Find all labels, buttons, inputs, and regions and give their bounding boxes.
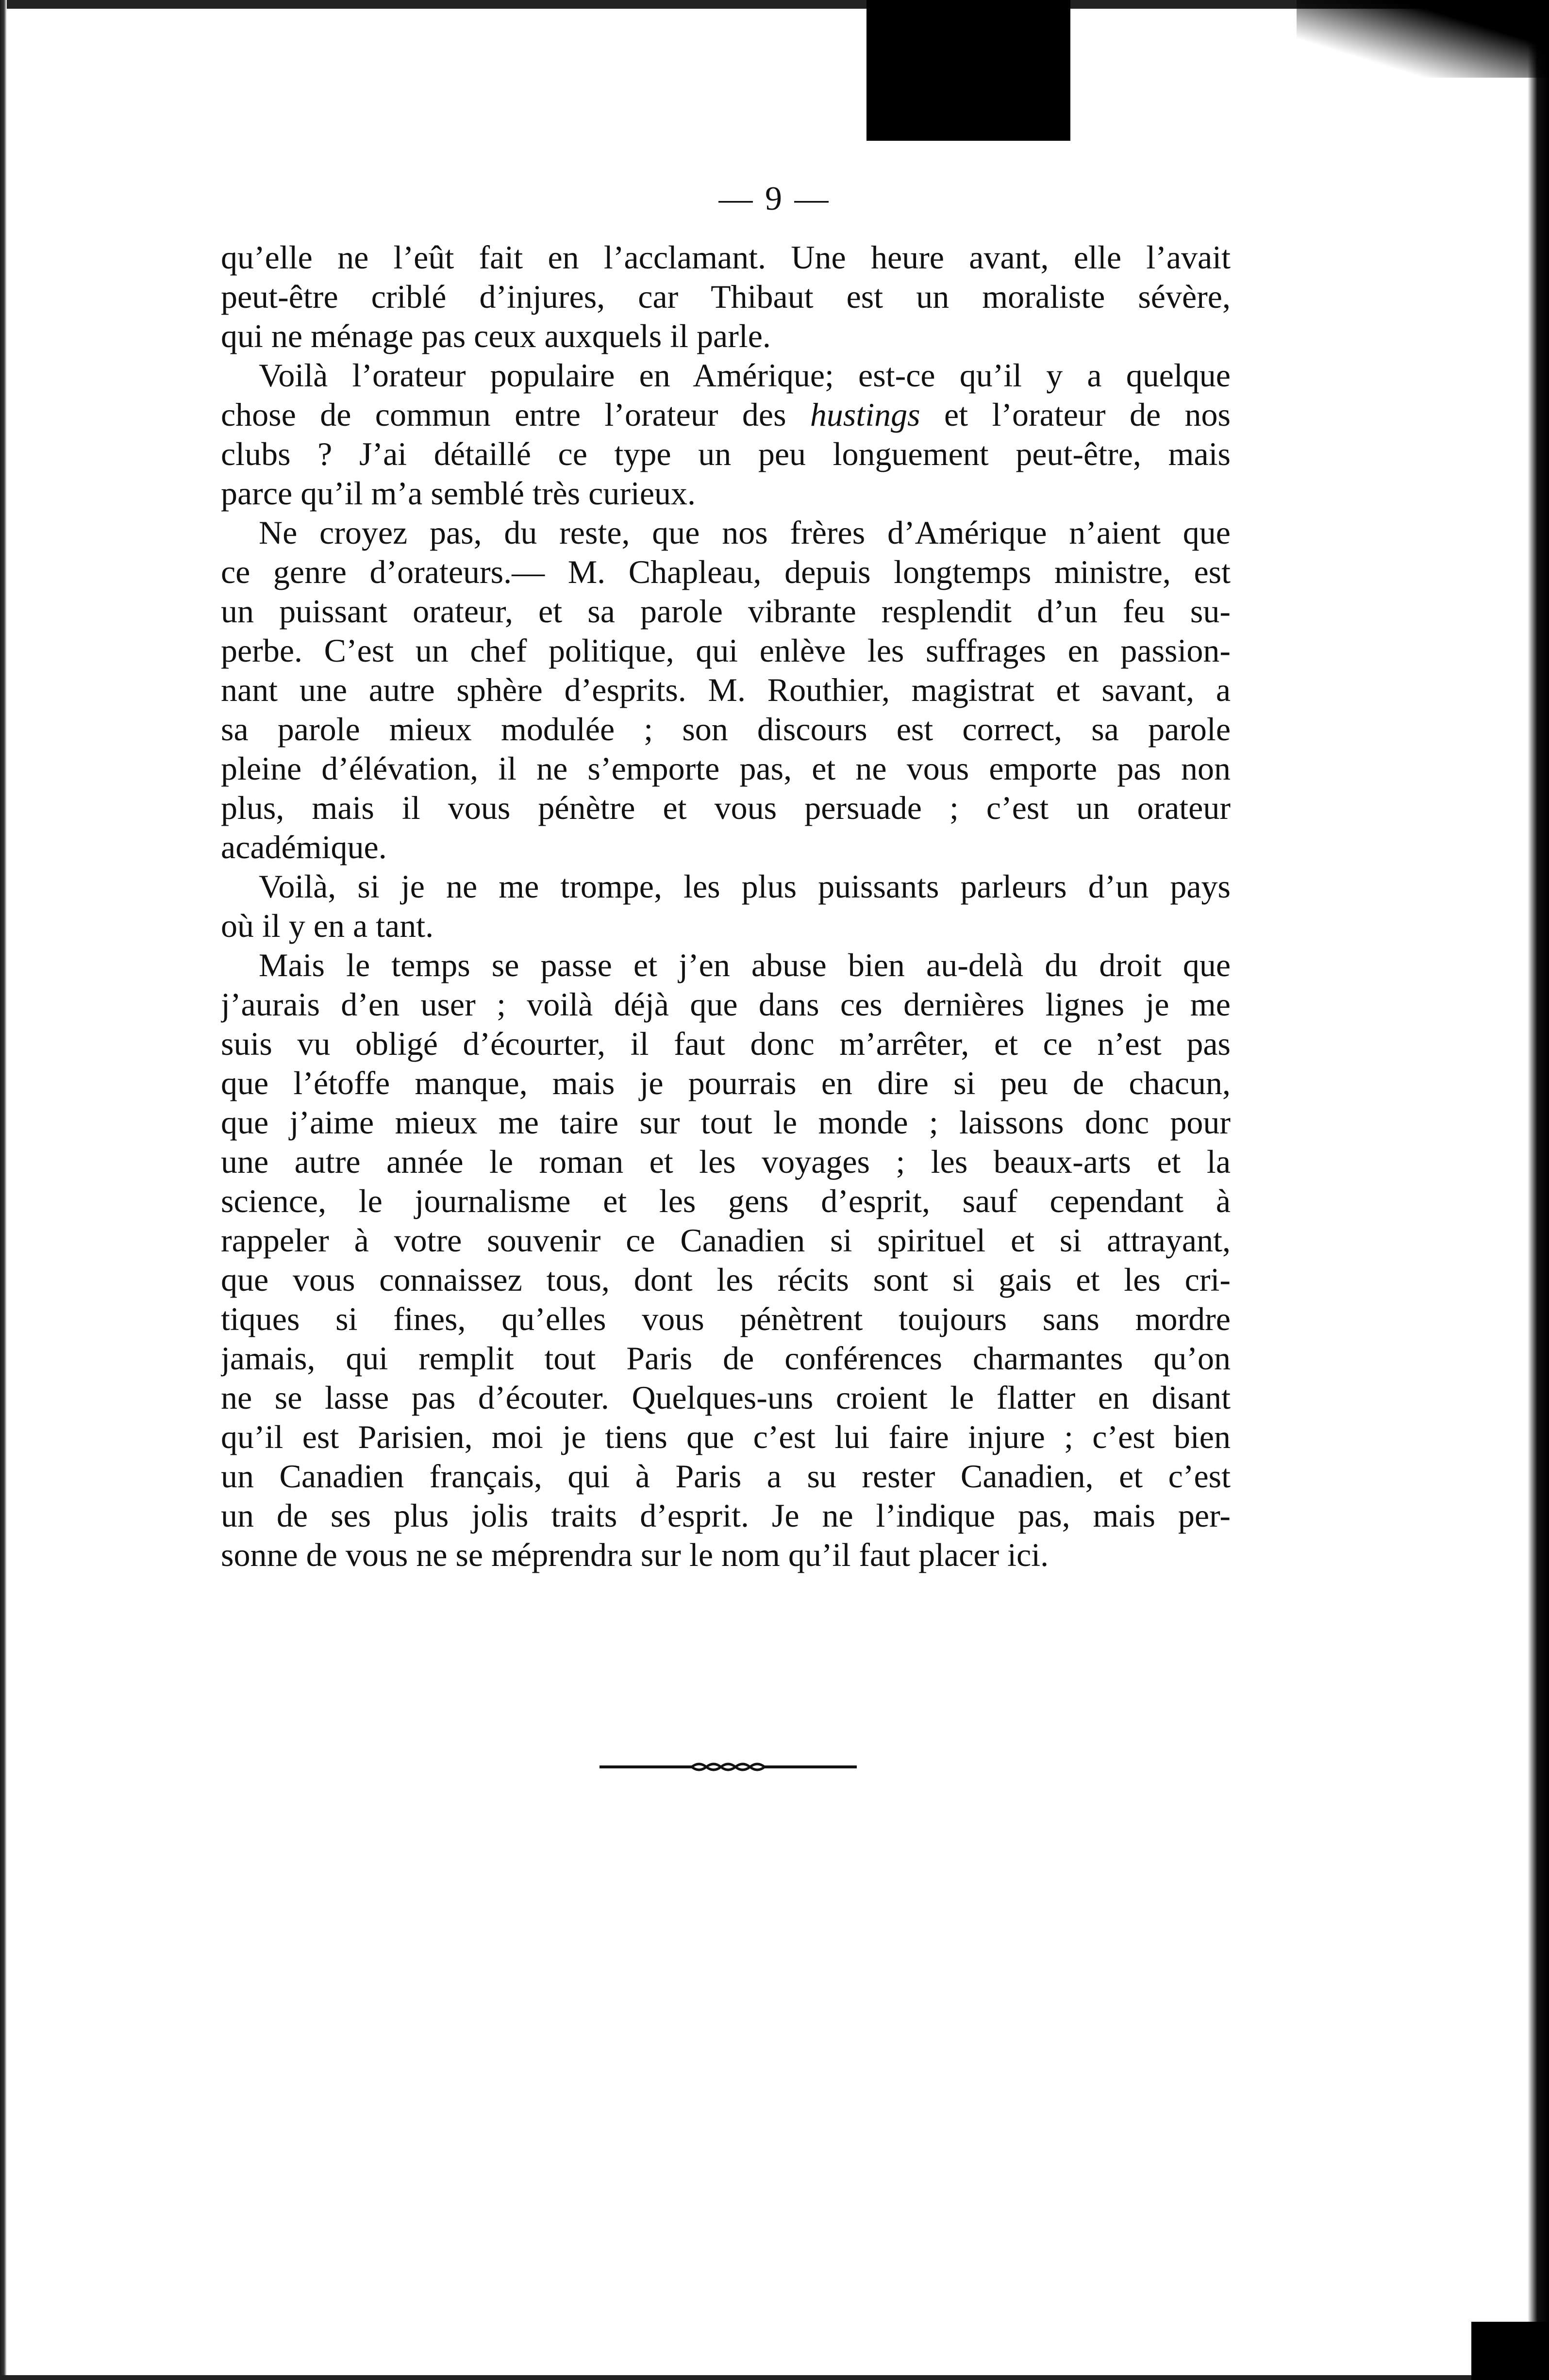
text-line: une autre année le roman et les voyages ; les beaux-arts et la xyxy=(221,1143,1231,1180)
text-line: ce genre d’orateurs.— M. Chapleau, depuis longtemps ministre, est xyxy=(221,553,1231,590)
text-line: rappeler à votre souvenir ce Canadien si spirituel et si attrayant, xyxy=(221,1222,1231,1259)
scan-top-right-shadow xyxy=(1297,0,1549,78)
scan-left-border xyxy=(0,0,7,2380)
text-run: chose de commun entre l’orateur des xyxy=(221,396,810,433)
text-line xyxy=(221,395,1231,434)
text-line: plus, mais il vous pénètre et vous persuade ; c’est un orateur xyxy=(221,789,1231,826)
text-line: où il y en a tant. xyxy=(221,907,434,944)
text-line: un de ses plus jolis traits d’esprit. Je ne l’indique pas, mais per- xyxy=(221,1497,1231,1534)
text-line: sa parole mieux modulée ; son discours est correct, sa parole xyxy=(221,711,1231,748)
scan-right-border xyxy=(1528,0,1549,2380)
ornament-divider xyxy=(600,1757,857,1777)
text-line: pleine d’élévation, il ne s’emporte pas, et ne vous emporte pas non xyxy=(221,750,1231,787)
text-line: qu’il est Parisien, moi je tiens que c’est lui faire injure ; c’est bien xyxy=(221,1418,1231,1455)
text-line: que vous connaissez tous, dont les récits sont si gais et les cri- xyxy=(221,1261,1231,1298)
scan-bottom-right-shadow xyxy=(1471,2322,1549,2380)
text-line: parce qu’il m’a semblé très curieux. xyxy=(221,475,696,512)
text-line: nant une autre sphère d’esprits. M. Routhier, magistrat et savant, a xyxy=(221,671,1231,708)
italic-term: hustings xyxy=(810,396,920,433)
text-line: tiques si fines, qu’elles vous pénètrent toujours sans mordre xyxy=(221,1300,1231,1337)
text-line: un Canadien français, qui à Paris a su rester Canadien, et c’est xyxy=(221,1458,1231,1495)
text-line: ne se lasse pas d’écouter. Quelques-uns croient le flatter en disant xyxy=(221,1379,1231,1416)
text-line: sonne de vous ne se méprendra sur le nom qu’il faut placer ici. xyxy=(221,1536,1049,1573)
text-line: peut-être criblé d’injures, car Thibaut est un moraliste sévère, xyxy=(221,278,1231,315)
text-line: j’aurais d’en user ; voilà déjà que dans ces dernières lignes je me xyxy=(221,986,1231,1023)
text-line: science, le journalisme et les gens d’esprit, sauf cependant à xyxy=(221,1182,1231,1219)
text-line: Mais le temps se passe et j’en abuse bien au-delà du droit que xyxy=(259,947,1231,983)
page-number: — 9 — xyxy=(718,180,831,217)
text-line: perbe. C’est un chef politique, qui enlève les suffrages en passion- xyxy=(221,632,1231,669)
text-run: et l’orateur de nos xyxy=(920,396,1231,433)
text-line: que l’étoffe manque, mais je pourrais en dire si peu de chacun, xyxy=(221,1065,1231,1101)
text-line: jamais, qui remplit tout Paris de conférences charmantes qu’on xyxy=(221,1340,1231,1377)
text-line: que j’aime mieux me taire sur tout le monde ; laissons donc pour xyxy=(221,1104,1231,1141)
text-line: Voilà, si je ne me trompe, les plus puissants parleurs d’un pays xyxy=(259,868,1231,905)
text-line: Voilà l’orateur populaire en Amérique; est-ce qu’il y a quelque xyxy=(259,357,1231,394)
text-line: Ne croyez pas, du reste, que nos frères d’Amérique n’aient que xyxy=(259,514,1231,551)
scan-bottom-border xyxy=(0,2375,1549,2380)
text-line: clubs ? J’ai détaillé ce type un peu longuement peut-être, mais xyxy=(221,435,1231,472)
text-line: académique. xyxy=(221,829,387,865)
text-line: suis vu obligé d’écourter, il faut donc m’arrêter, et ce n’est pas xyxy=(221,1025,1231,1062)
text-line: un puissant orateur, et sa parole vibrante resplendit d’un feu su- xyxy=(221,593,1231,630)
text-line: qui ne ménage pas ceux auxquels il parle. xyxy=(221,317,771,354)
scan-top-tab xyxy=(866,0,1070,141)
body-text xyxy=(221,238,1231,1575)
text-line: qu’elle ne l’eût fait en l’acclamant. Une heure avant, elle l’avait xyxy=(221,239,1231,276)
